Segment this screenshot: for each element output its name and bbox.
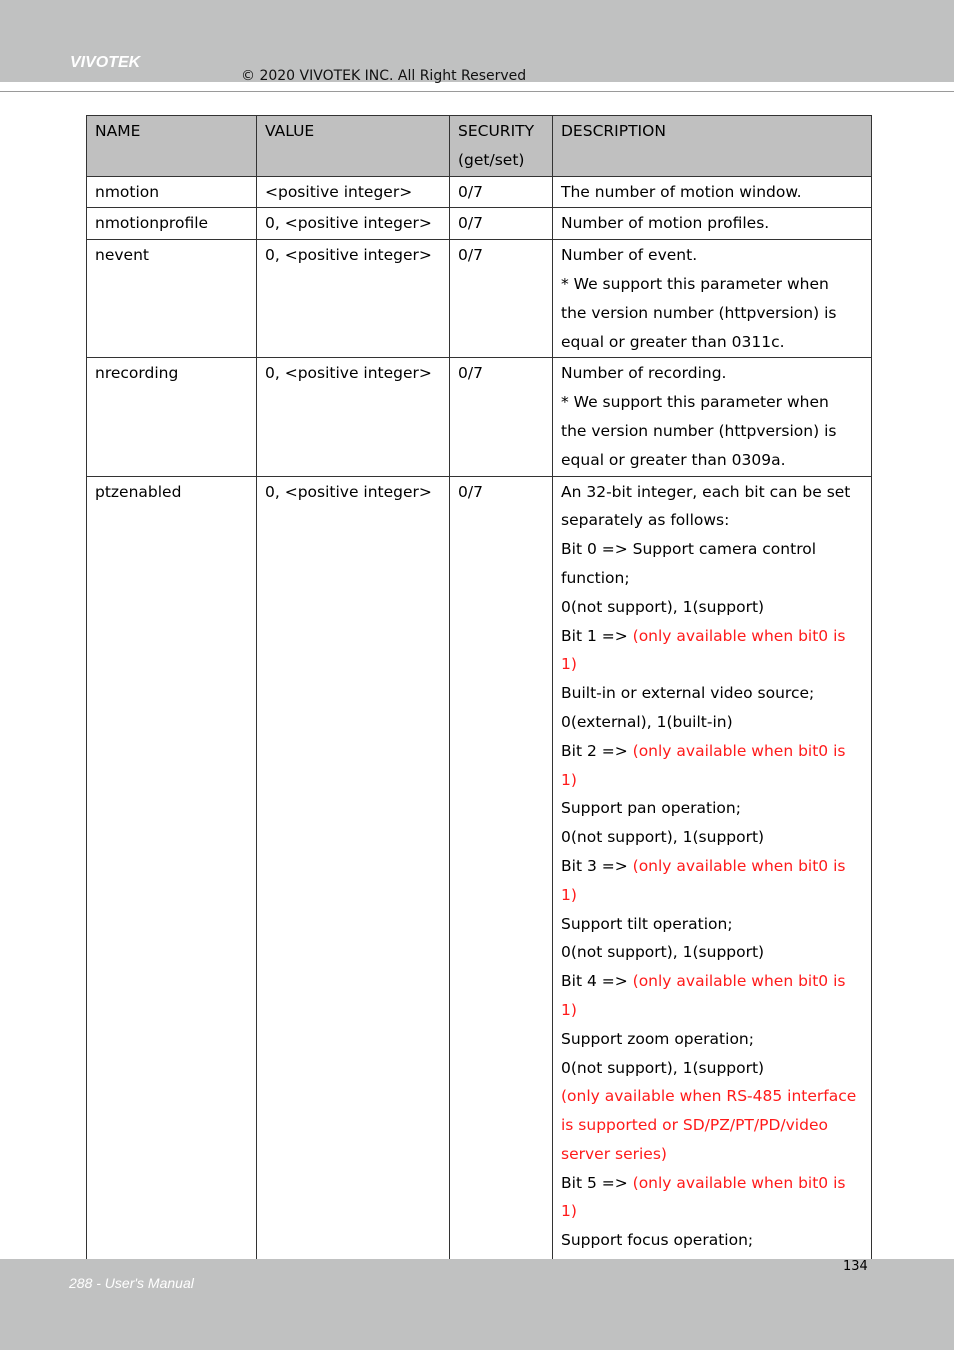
description-line: [561, 241, 863, 270]
availability-note: (only available when RS-485 interface: [561, 1087, 857, 1106]
cell-security: 0/7: [450, 240, 553, 358]
description-line: [561, 1025, 863, 1054]
description-text: Bit 3 =>: [561, 856, 633, 875]
availability-note: (only available when bit0 is 1): [561, 741, 846, 789]
table-row: [87, 176, 872, 208]
cell-value: <positive integer>: [257, 176, 450, 208]
description-text: 0(external), 1(built-in): [561, 712, 733, 731]
description-text: 0(not support), 1(support): [561, 597, 765, 616]
description-line: [561, 910, 863, 939]
description-line: [561, 852, 863, 910]
cell-name: ptzenabled: [87, 476, 257, 1343]
description-line: [561, 328, 863, 357]
copyright-text: © 2020 VIVOTEK INC. All Right Reserved: [241, 68, 527, 84]
description-text: the version number (httpversion) is: [561, 303, 837, 322]
table-body: [87, 176, 872, 1343]
cell-security: 0/7: [450, 208, 553, 240]
availability-note: (only available when bit0 is 1): [561, 1173, 846, 1221]
table-row: [87, 476, 872, 1343]
description-line: [561, 506, 863, 535]
description-text: equal or greater than 0309a.: [561, 450, 786, 469]
description-text: separately as follows:: [561, 511, 730, 530]
description-line: [561, 299, 863, 328]
column-header-security-line2: (get/set): [458, 150, 525, 169]
description-line: [561, 1111, 863, 1140]
cell-security: 0/7: [450, 358, 553, 476]
availability-note: is supported or SD/PZ/PT/PD/video: [561, 1116, 828, 1135]
description-text: Built-in or external video source;: [561, 684, 815, 703]
column-header-security-line1: SECURITY: [458, 122, 535, 140]
description-line: [561, 794, 863, 823]
description-line: [561, 388, 863, 417]
description-text: An 32-bit integer, each bit can be set: [561, 482, 851, 501]
header-band: [0, 0, 954, 82]
cell-value: 0, <positive integer>: [257, 358, 450, 476]
description-text: equal or greater than 0311c.: [561, 332, 785, 351]
availability-note: (only available when bit0 is 1): [561, 856, 846, 904]
table-header-row: [87, 116, 872, 177]
description-line: [561, 478, 863, 507]
brand-logo: VIVOTEK: [70, 54, 141, 71]
description-text: 0(not support), 1(support): [561, 1058, 765, 1077]
description-line: [561, 1226, 863, 1255]
description-text: * We support this parameter when: [561, 393, 829, 412]
description-text: Bit 2 =>: [561, 741, 633, 760]
cell-name: nrecording: [87, 358, 257, 476]
description-text: Bit 4 =>: [561, 972, 633, 991]
header-divider: [0, 91, 954, 92]
description-line: [561, 593, 863, 622]
cell-name: nevent: [87, 240, 257, 358]
parameter-table: [86, 115, 872, 1343]
description-text: 0(not support), 1(support): [561, 943, 765, 962]
column-header-description: DESCRIPTION: [553, 116, 872, 177]
description-text: The number of motion window.: [561, 182, 802, 201]
description-line: [561, 359, 863, 388]
cell-description: [553, 176, 872, 208]
description-line: [561, 535, 863, 564]
availability-note: (only available when bit0 is 1): [561, 972, 846, 1019]
description-text: Bit 1 =>: [561, 626, 633, 645]
description-line: [561, 938, 863, 967]
cell-security: 0/7: [450, 476, 553, 1343]
description-text: the version number (httpversion) is: [561, 421, 837, 440]
table-row: [87, 240, 872, 358]
column-header-name: NAME: [87, 116, 257, 177]
description-line: [561, 1140, 863, 1169]
description-line: [561, 209, 863, 238]
description-text: Number of event.: [561, 246, 698, 265]
description-line: [561, 737, 863, 795]
description-line: [561, 1054, 863, 1083]
description-text: Support zoom operation;: [561, 1029, 754, 1048]
description-text: Support pan operation;: [561, 799, 741, 818]
description-line: [561, 823, 863, 852]
description-line: [561, 417, 863, 446]
description-text: Bit 5 =>: [561, 1173, 633, 1192]
description-text: Support tilt operation;: [561, 914, 733, 933]
availability-note: (only available when bit0 is 1): [561, 626, 846, 674]
page-number: 134: [843, 1259, 868, 1274]
table-row: [87, 358, 872, 476]
table-row: [87, 208, 872, 240]
description-line: [561, 679, 863, 708]
description-line: [561, 564, 863, 593]
description-line: [561, 708, 863, 737]
description-text: Bit 0 => Support camera control: [561, 540, 817, 559]
description-line: [561, 967, 863, 1025]
cell-value: 0, <positive integer>: [257, 240, 450, 358]
cell-name: nmotion: [87, 176, 257, 208]
cell-name: nmotionprofile: [87, 208, 257, 240]
description-text: * We support this parameter when: [561, 274, 829, 293]
cell-security: 0/7: [450, 176, 553, 208]
column-header-security: [450, 116, 553, 177]
description-text: 0(not support), 1(support): [561, 828, 765, 847]
cell-value: 0, <positive integer>: [257, 208, 450, 240]
description-text: Number of recording.: [561, 364, 727, 383]
description-text: function;: [561, 568, 630, 587]
description-line: [561, 622, 863, 680]
cell-description: [553, 208, 872, 240]
description-line: [561, 1082, 863, 1111]
description-line: [561, 270, 863, 299]
cell-description: [553, 358, 872, 476]
description-text: Number of motion profiles.: [561, 214, 770, 233]
description-text: Support focus operation;: [561, 1231, 754, 1250]
cell-description: [553, 240, 872, 358]
cell-value: 0, <positive integer>: [257, 476, 450, 1343]
availability-note: server series): [561, 1144, 667, 1163]
description-line: [561, 1169, 863, 1227]
description-line: [561, 178, 863, 207]
manual-page-label: 288 - User's Manual: [69, 1275, 194, 1291]
cell-description: [553, 476, 872, 1343]
footer-band: [0, 1259, 954, 1350]
column-header-value: VALUE: [257, 116, 450, 177]
description-line: [561, 446, 863, 475]
